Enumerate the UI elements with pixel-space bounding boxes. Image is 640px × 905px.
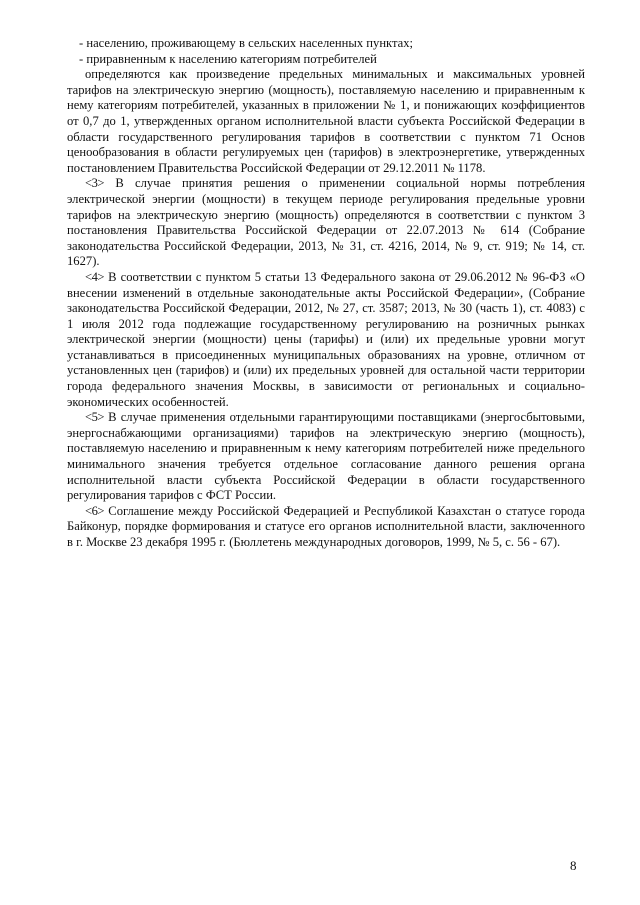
footnote-text: Соглашение между Российской Федерацией и Республикой Казахстан о статусе города Байконур, порядке формирования и статусе его органов исполнительной власти, заключенного в г. Москве 23 декабря 1995 г. (Бюллетень международных договоров, 1999, № 5, с. 56 - 67).: [67, 503, 585, 549]
footnote-6: [67, 504, 585, 551]
bullet-equated-consumers: - приравненным к населению категориям потребителей: [79, 51, 377, 66]
footnote-marker: <5>: [85, 410, 105, 425]
footnote-marker: <3>: [85, 176, 105, 191]
footnote-marker: <4>: [85, 269, 105, 284]
footnote-marker: <6>: [85, 503, 105, 518]
page-number: 8: [570, 858, 577, 873]
footnote-3: [67, 176, 585, 270]
document-body: [67, 36, 585, 551]
lead-paragraph: определяются как произведение предельных минимальных и максимальных уровней тарифов на электрическую энергию (мощность), поставляемую населению и приравненным к нему категориям потребителей, указанных в приложении № 1, и понижающих коэффициентов от 0,7 до 1, утвержденных органом исполнительной власти субъекта Российской Федерации в области государственного регулирования тарифов в соответствии с пунктом 71 Основ ценообразования в области регулируемых цен (тарифов) в электроэнергетике, утвержденных постановлением Правительства Российской Федерации от 29.12.2011 № 1178.: [67, 67, 585, 175]
bullet-rural-population: - населению, проживающему в сельских населенных пунктах;: [79, 36, 414, 50]
footnote-text: В случае принятия решения о применении социальной нормы потребления электрической энергии (мощности) в текущем периоде регулирования предельные уровни тарифов на электрическую энергию (мощность) определяются в соответствии с пунктом 3 постановления Правительства Российской Федерации от 22.07.2013 № 614 (Собрание законодательства Российской Федерации, 2013, № 31, ст. 4216, 2014, № 9, ст. 919; № 14, ст. 1627).: [67, 176, 586, 269]
footnote-4: [67, 270, 585, 410]
footnote-text: В случае применения отдельными гарантирующими поставщиками (энергосбытовыми, энергоснабжающими организациями) тарифов на электрическую энергию (мощность), поставляемую населению и приравненным к нему категориям потребителей ниже предельного минимального значения требуется отдельное согласование данного решения органа исполнительной власти субъекта Российской Федерации в области государственного регулирования тарифов с ФСТ России.: [67, 410, 585, 503]
footnote-text: В соответствии с пунктом 5 статьи 13 Федерального закона от 29.06.2012 № 96-ФЗ «О внесении изменений в отдельные законодательные акты Российской Федерации», (Собрание законодательства Российской Федерации, 2012, № 27, ст. 3587; 2013, № 30 (часть 1), ст. 4083) с 1 июля 2012 года подлежащие государственному регулированию на розничных рынках электрической энергии (мощности) цены (тарифы) и (или) их предельные уровни могут устанавливаться в присоединенных муниципальных образованиях на уровне, отличном от установленных цен (тарифов) и (или) их предельных уровней для остальной части территории города федерального значения Москвы, в зависимости от региональных и социально-экономических особенностей.: [67, 269, 585, 409]
footnote-5: [67, 410, 585, 504]
